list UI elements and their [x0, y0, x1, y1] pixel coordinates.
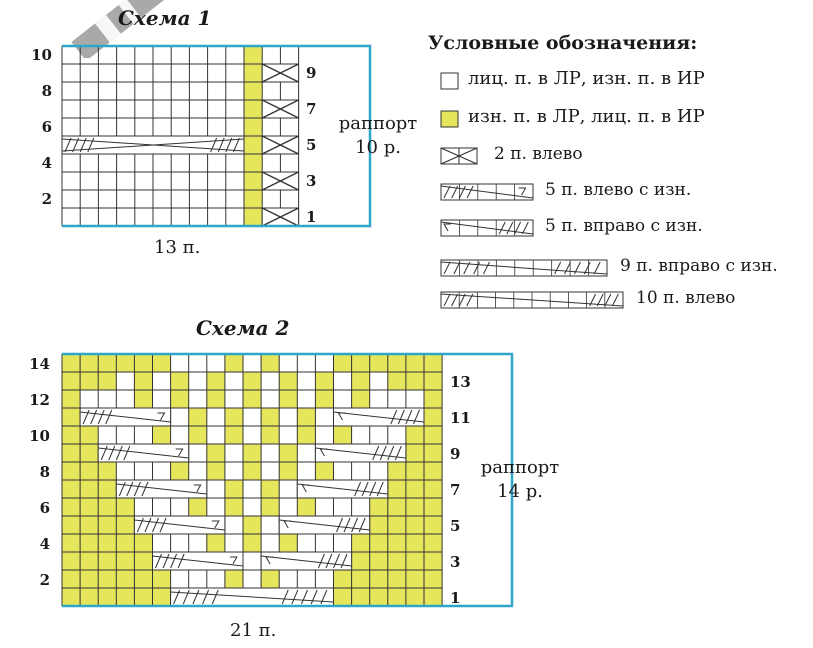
yellow-cell: [134, 552, 152, 570]
yellow-cell: [261, 570, 279, 588]
yellow-cell: [80, 498, 98, 516]
scheme2-row-label: 8: [39, 463, 50, 481]
yellow-cell: [352, 372, 370, 390]
yellow-cell: [424, 390, 442, 408]
yellow-cell: [80, 426, 98, 444]
yellow-cell: [370, 498, 388, 516]
yellow-cell: [80, 444, 98, 462]
yellow-cell: [116, 588, 134, 606]
yellow-cell: [80, 588, 98, 606]
yellow-cell: [207, 390, 225, 408]
yellow-cell: [279, 444, 297, 462]
yellow-cell: [370, 552, 388, 570]
yellow-cell: [279, 534, 297, 552]
yellow-cell: [297, 408, 315, 426]
yellow-cell: [80, 534, 98, 552]
yellow-cell: [225, 570, 243, 588]
yellow-cell: [370, 570, 388, 588]
yellow-cell: [225, 354, 243, 372]
scheme2-rapport-value: 14 р.: [497, 481, 543, 502]
yellow-cell: [406, 588, 424, 606]
yellow-cell: [80, 354, 98, 372]
legend-item-text: 2 п. влево: [494, 144, 583, 164]
yellow-cell: [424, 372, 442, 390]
yellow-cell: [261, 354, 279, 372]
scheme2-title: Схема 2: [196, 316, 290, 340]
yellow-cell: [406, 570, 424, 588]
scheme1-row-label: 10: [31, 46, 52, 64]
yellow-cell: [171, 390, 189, 408]
yellow-cell: [244, 172, 262, 190]
yellow-cell: [243, 444, 261, 462]
yellow-cell: [406, 480, 424, 498]
yellow-cell: [352, 354, 370, 372]
scheme2-row-label: 5: [450, 517, 461, 535]
yellow-cell: [261, 426, 279, 444]
yellow-cell: [261, 498, 279, 516]
yellow-cell: [388, 552, 406, 570]
yellow-cell: [424, 588, 442, 606]
scheme1-width-label: 13 п.: [154, 237, 201, 258]
yellow-cell: [297, 426, 315, 444]
yellow-cell: [406, 444, 424, 462]
yellow-cell: [243, 390, 261, 408]
yellow-cell: [98, 372, 116, 390]
yellow-cell: [80, 516, 98, 534]
yellow-cell: [62, 570, 80, 588]
yellow-cell: [424, 444, 442, 462]
yellow-cell: [244, 46, 262, 64]
cross-5-right-purl-icon: [440, 218, 536, 238]
yellow-cell: [62, 588, 80, 606]
yellow-cell: [244, 190, 262, 208]
scheme2-row-label: 3: [450, 553, 461, 571]
yellow-cell: [62, 372, 80, 390]
yellow-cell: [62, 498, 80, 516]
yellow-cell: [388, 588, 406, 606]
yellow-cell: [388, 498, 406, 516]
scheme2-row-label: 12: [29, 391, 50, 409]
scheme2-row-label: 13: [450, 373, 471, 391]
yellow-cell: [315, 390, 333, 408]
scheme1-rapport-label: раппорт: [338, 113, 418, 134]
scheme1-row-label: 4: [41, 154, 52, 172]
yellow-cell: [62, 516, 80, 534]
cross-2-left-icon: [440, 146, 480, 166]
yellow-cell: [189, 498, 207, 516]
yellow-cell: [261, 408, 279, 426]
scheme2-width-label: 21 п.: [230, 620, 277, 641]
yellow-cell: [98, 498, 116, 516]
yellow-cell: [98, 516, 116, 534]
yellow-cell: [334, 588, 352, 606]
yellow-cell: [98, 588, 116, 606]
yellow-cell: [334, 354, 352, 372]
yellow-cell: [80, 552, 98, 570]
yellow-cell: [370, 588, 388, 606]
legend-title: Условные обозначения:: [428, 32, 698, 54]
cross-5-left-purl-icon: [440, 182, 536, 202]
yellow-cell: [352, 534, 370, 552]
scheme2-grid: [62, 354, 512, 606]
yellow-cell: [424, 480, 442, 498]
yellow-cell: [62, 444, 80, 462]
scheme2-rapport-label: раппорт: [480, 457, 560, 478]
yellow-cell: [406, 516, 424, 534]
yellow-cell: [388, 462, 406, 480]
yellow-cell: [153, 426, 171, 444]
yellow-cell: [244, 100, 262, 118]
scheme1-rapport-value: 10 р.: [355, 137, 401, 158]
empty-cell-icon: [440, 72, 460, 90]
yellow-cell: [406, 498, 424, 516]
yellow-cell: [80, 462, 98, 480]
yellow-cell: [116, 354, 134, 372]
scheme1-row-label: 8: [41, 82, 52, 100]
yellow-cell: [62, 552, 80, 570]
yellow-cell: [352, 588, 370, 606]
yellow-cell: [62, 354, 80, 372]
legend-item-text: 9 п. вправо с изн.: [620, 256, 778, 276]
yellow-cell: [406, 426, 424, 444]
yellow-cell: [171, 372, 189, 390]
yellow-cell: [153, 588, 171, 606]
yellow-cell: [388, 534, 406, 552]
yellow-cell: [370, 354, 388, 372]
yellow-cell: [424, 552, 442, 570]
yellow-cell: [171, 462, 189, 480]
yellow-cell: [424, 516, 442, 534]
yellow-cell: [134, 390, 152, 408]
yellow-cell: [388, 516, 406, 534]
yellow-cell: [189, 408, 207, 426]
legend-item-text: 10 п. влево: [636, 288, 736, 308]
legend-item-text: изн. п. в ЛР, лиц. п. в ИР: [468, 106, 705, 127]
yellow-cell: [370, 516, 388, 534]
scheme1-row-label: 2: [41, 190, 52, 208]
yellow-cell: [243, 534, 261, 552]
yellow-cell: [62, 534, 80, 552]
yellow-cell: [388, 354, 406, 372]
yellow-cell: [116, 534, 134, 552]
yellow-cell: [388, 372, 406, 390]
cross-10-left-icon: [440, 290, 626, 310]
yellow-cell: [352, 390, 370, 408]
yellow-cell: [98, 552, 116, 570]
yellow-cell: [244, 208, 262, 226]
scheme1-title: Схема 1: [118, 6, 212, 30]
yellow-cell: [406, 354, 424, 372]
yellow-cell: [225, 426, 243, 444]
yellow-cell: [116, 552, 134, 570]
yellow-cell: [279, 372, 297, 390]
yellow-cell: [80, 480, 98, 498]
scheme1-row-label: 7: [306, 100, 317, 118]
yellow-cell: [62, 390, 80, 408]
scheme1-row-label: 3: [306, 172, 317, 190]
scheme1-row-label: 6: [41, 118, 52, 136]
yellow-cell: [243, 372, 261, 390]
yellow-cell: [189, 426, 207, 444]
yellow-cell: [116, 516, 134, 534]
yellow-cell: [134, 588, 152, 606]
yellow-cell: [244, 64, 262, 82]
yellow-cell: [62, 426, 80, 444]
scheme1-row-label: 1: [306, 208, 317, 226]
yellow-cell: [370, 534, 388, 552]
yellow-cell-icon: [440, 110, 460, 128]
yellow-cell: [116, 498, 134, 516]
yellow-cell: [207, 534, 225, 552]
yellow-cell: [315, 372, 333, 390]
yellow-cell: [80, 570, 98, 588]
yellow-cell: [243, 516, 261, 534]
yellow-cell: [424, 354, 442, 372]
yellow-cell: [244, 154, 262, 172]
yellow-cell: [424, 534, 442, 552]
yellow-cell: [243, 462, 261, 480]
yellow-cell: [98, 462, 116, 480]
yellow-cell: [334, 426, 352, 444]
yellow-cell: [244, 82, 262, 100]
yellow-cell: [207, 444, 225, 462]
yellow-cell: [352, 552, 370, 570]
yellow-cell: [98, 534, 116, 552]
yellow-cell: [225, 480, 243, 498]
scheme2-row-label: 9: [450, 445, 461, 463]
yellow-cell: [424, 462, 442, 480]
yellow-cell: [406, 552, 424, 570]
yellow-cell: [98, 354, 116, 372]
yellow-cell: [406, 372, 424, 390]
yellow-cell: [225, 408, 243, 426]
yellow-cell: [244, 136, 262, 154]
yellow-cell: [279, 462, 297, 480]
yellow-cell: [134, 534, 152, 552]
scheme2-row-label: 6: [39, 499, 50, 517]
scheme2-row-label: 2: [39, 571, 50, 589]
yellow-cell: [388, 480, 406, 498]
scheme1-grid: [62, 46, 370, 226]
scheme2-rapport: [470, 456, 570, 504]
yellow-cell: [98, 480, 116, 498]
scheme1-row-label: 9: [306, 64, 317, 82]
yellow-cell: [62, 408, 80, 426]
yellow-cell: [424, 426, 442, 444]
yellow-cell: [80, 372, 98, 390]
yellow-cell: [297, 498, 315, 516]
yellow-cell: [134, 372, 152, 390]
scheme2-row-label: 14: [29, 355, 50, 373]
scheme2-row-label: 11: [450, 409, 471, 427]
scheme1-rapport: [328, 112, 428, 160]
yellow-cell: [315, 462, 333, 480]
legend-item-text: 5 п. вправо с изн.: [545, 216, 703, 236]
yellow-cell: [134, 354, 152, 372]
yellow-cell: [207, 372, 225, 390]
scheme2-row-label: 7: [450, 481, 461, 499]
yellow-cell: [98, 570, 116, 588]
legend-item-text: лиц. п. в ЛР, изн. п. в ИР: [468, 68, 705, 89]
scheme2-row-label: 10: [29, 427, 50, 445]
yellow-cell: [261, 480, 279, 498]
yellow-cell: [424, 498, 442, 516]
yellow-cell: [62, 462, 80, 480]
yellow-cell: [406, 462, 424, 480]
yellow-cell: [116, 570, 134, 588]
yellow-cell: [334, 570, 352, 588]
scheme2-row-label: 4: [39, 535, 50, 553]
yellow-cell: [62, 480, 80, 498]
yellow-cell: [207, 462, 225, 480]
yellow-cell: [352, 570, 370, 588]
yellow-cell: [424, 570, 442, 588]
scheme2-row-label: 1: [450, 589, 461, 607]
cross-9-right-purl-icon: [440, 258, 610, 278]
yellow-cell: [424, 408, 442, 426]
yellow-cell: [153, 354, 171, 372]
legend-item-text: 5 п. влево с изн.: [545, 180, 692, 200]
yellow-cell: [134, 570, 152, 588]
yellow-cell: [388, 570, 406, 588]
yellow-cell: [279, 390, 297, 408]
yellow-cell: [225, 498, 243, 516]
yellow-cell: [244, 118, 262, 136]
yellow-cell: [406, 534, 424, 552]
scheme1-row-label: 5: [306, 136, 317, 154]
yellow-cell: [153, 570, 171, 588]
